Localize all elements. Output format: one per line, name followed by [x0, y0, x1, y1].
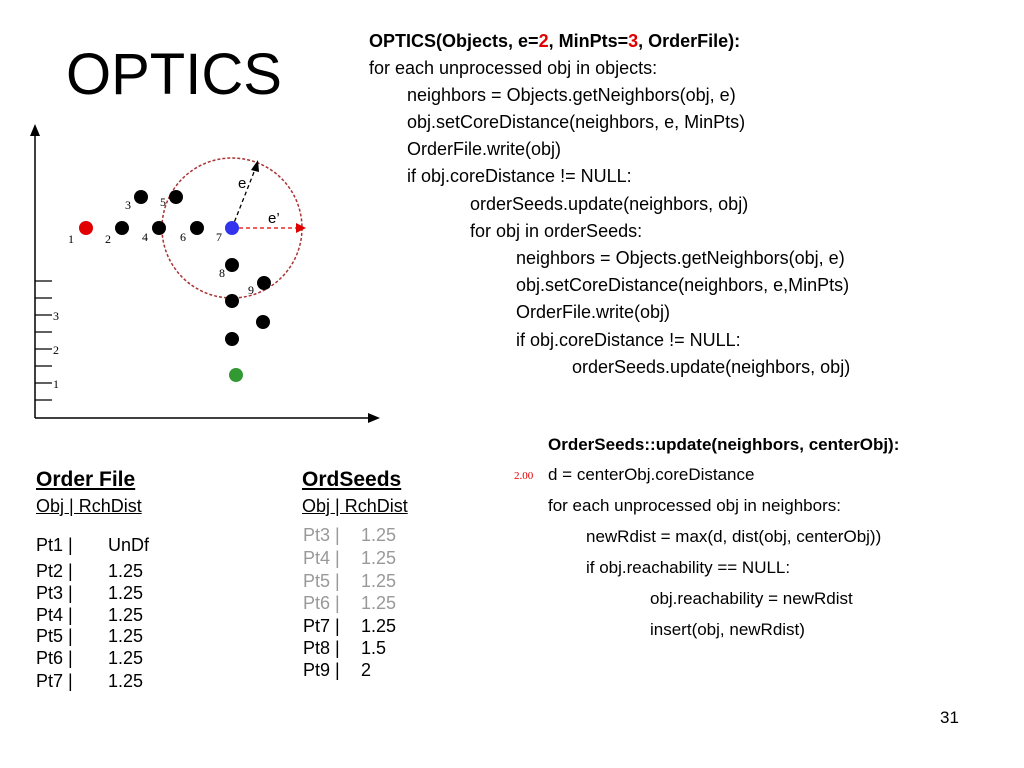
- row-dist: 1.25: [108, 626, 144, 646]
- distance-annotation: 2.00: [514, 470, 534, 482]
- code-line: for obj in orderSeeds:: [470, 221, 643, 241]
- point-unlabeled-green: [229, 368, 243, 382]
- table-row-removed: [303, 548, 396, 568]
- code-line: for each unprocessed obj in objects:: [369, 58, 658, 78]
- point-6: [190, 221, 204, 235]
- order-file-columns: Obj | RchDist: [36, 496, 142, 516]
- point-7: [225, 221, 239, 235]
- row-dist: 1.25: [361, 593, 397, 613]
- code-line: obj.setCoreDistance(neighbors, e, MinPts): [407, 112, 746, 132]
- row-obj: Pt9 |: [303, 660, 340, 680]
- point-label: 9: [248, 283, 254, 297]
- y-tick-label: 2: [53, 343, 59, 357]
- e-value: 2: [538, 31, 549, 51]
- radius-e-prime-arrowhead-icon: [296, 223, 306, 233]
- point-label: 5: [160, 195, 166, 209]
- slide-title: OPTICS: [66, 42, 282, 107]
- y-tick-label: 3: [53, 309, 59, 323]
- page-number: 31: [940, 708, 959, 727]
- row-dist: UnDf: [108, 535, 150, 555]
- code-line: orderSeeds.update(neighbors, obj): [470, 194, 749, 214]
- point-unlabeled: [225, 332, 239, 346]
- row-dist: 1.25: [361, 571, 397, 591]
- table-row-removed: [303, 525, 396, 545]
- row-dist: 1.25: [361, 616, 397, 636]
- row-obj: Pt5 |: [36, 626, 73, 646]
- row-obj: Pt2 |: [36, 561, 73, 581]
- point-3: [134, 190, 148, 204]
- row-dist: 1.25: [361, 548, 397, 568]
- row-dist: 2: [361, 660, 372, 680]
- update-line: d = centerObj.coreDistance: [548, 465, 755, 484]
- ord-seeds-heading: OrdSeeds: [302, 468, 402, 491]
- table-row-removed: [303, 593, 396, 613]
- row-dist: 1.25: [108, 583, 144, 603]
- table-row: [36, 583, 143, 603]
- point-label: 2: [105, 232, 111, 246]
- row-obj: Pt4 |: [36, 605, 73, 625]
- point-unlabeled: [256, 315, 270, 329]
- table-row: [36, 605, 143, 625]
- row-dist: 1.25: [108, 561, 144, 581]
- code-line: neighbors = Objects.getNeighbors(obj, e): [516, 248, 845, 268]
- point-5: [169, 190, 183, 204]
- row-dist: 1.5: [361, 638, 387, 658]
- update-line: newRdist = max(d, dist(obj, centerObj)): [586, 527, 882, 546]
- update-line: obj.reachability = newRdist: [650, 589, 853, 608]
- table-row: [36, 561, 143, 581]
- row-obj: Pt5 |: [303, 571, 340, 591]
- code-header-prefix: OPTICS(Objects, e=: [369, 31, 539, 51]
- point-label: 3: [125, 198, 131, 212]
- point-label: 4: [142, 230, 148, 244]
- code-line: orderSeeds.update(neighbors, obj): [572, 357, 851, 377]
- row-obj: Pt7 |: [36, 671, 73, 691]
- point-9: [257, 276, 271, 290]
- table-row: [36, 648, 143, 668]
- point-label: 8: [219, 266, 225, 280]
- point-1: [79, 221, 93, 235]
- point-unlabeled: [225, 294, 239, 308]
- point-label: 1: [68, 232, 74, 246]
- code-line: OrderFile.write(obj): [516, 302, 671, 322]
- x-axis-arrow-icon: [368, 413, 380, 423]
- update-line: if obj.reachability == NULL:: [586, 558, 791, 577]
- row-obj: Pt3 |: [36, 583, 73, 603]
- row-dist: 1.25: [108, 648, 144, 668]
- point-label: 6: [180, 230, 186, 244]
- code-header-middle: , MinPts=: [548, 31, 629, 51]
- order-file-heading: Order File: [36, 468, 136, 491]
- y-axis-arrow-icon: [30, 124, 40, 136]
- row-dist: 1.25: [108, 605, 144, 625]
- point-4: [152, 221, 166, 235]
- reachability-ticks: [35, 281, 52, 400]
- point-2: [115, 221, 129, 235]
- code-line: if obj.coreDistance != NULL:: [407, 166, 632, 186]
- code-line: if obj.coreDistance != NULL:: [516, 330, 741, 350]
- table-row: [303, 616, 396, 636]
- row-dist: 1.25: [361, 525, 397, 545]
- radius-e-label: e: [238, 175, 247, 192]
- row-obj: Pt8 |: [303, 638, 340, 658]
- row-obj: Pt6 |: [36, 648, 73, 668]
- table-row: [36, 626, 143, 646]
- row-obj: Pt3 |: [303, 525, 340, 545]
- y-tick-label: 1: [53, 377, 59, 391]
- code-header-suffix: , OrderFile):: [638, 31, 741, 51]
- table-row: [36, 671, 143, 691]
- minpts-value: 3: [628, 31, 639, 51]
- row-dist: 1.25: [108, 671, 144, 691]
- row-obj: Pt4 |: [303, 548, 340, 568]
- row-obj: Pt1 |: [36, 535, 73, 555]
- table-row-removed: [303, 571, 396, 591]
- table-row: [303, 638, 386, 658]
- code-line: OrderFile.write(obj): [407, 139, 562, 159]
- row-obj: Pt6 |: [303, 593, 340, 613]
- point-8: [225, 258, 239, 272]
- update-header: OrderSeeds::update(neighbors, centerObj):: [548, 435, 900, 454]
- code-line: neighbors = Objects.getNeighbors(obj, e): [407, 85, 736, 105]
- table-row: [303, 660, 371, 680]
- code-line: obj.setCoreDistance(neighbors, e,MinPts): [516, 275, 850, 295]
- point-label: 7: [216, 230, 222, 244]
- update-line: for each unprocessed obj in neighbors:: [548, 496, 841, 515]
- ord-seeds-columns: Obj | RchDist: [302, 496, 408, 516]
- update-line: insert(obj, newRdist): [650, 620, 805, 639]
- radius-e-prime-label: e’: [268, 210, 280, 227]
- row-obj: Pt7 |: [303, 616, 340, 636]
- table-row: [36, 535, 149, 555]
